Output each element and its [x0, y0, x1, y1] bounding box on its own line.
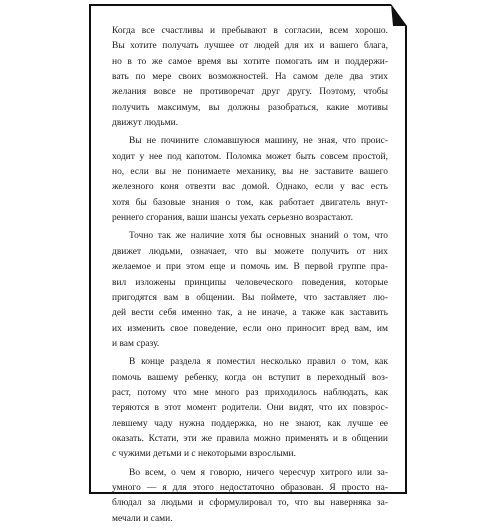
- folded-corner-icon: [391, 4, 407, 26]
- text-line: их изменить свое поведение, если оно приносит вред вам, им: [112, 323, 388, 334]
- text-line: умного — я для этого недостаточно образован. Я просто на-: [112, 482, 388, 493]
- document-page: [89, 4, 407, 524]
- text-line: Во всем, о чем я говорю, ничего чересчур хитрого или за-: [129, 467, 388, 478]
- text-line: левшему чаду нужна поддержка, но не знают, как лучше ее: [112, 418, 388, 429]
- text-line: раст, потому что мне много раз приходилось наблюдать, как: [112, 387, 388, 398]
- text-line: желаемое и при этом еще и помочь им. В первой группе пра-: [112, 262, 388, 273]
- text-line: Точно так же наличие хотя бы основных знаний о том, что: [129, 231, 388, 242]
- text-line: железного коня отвезти вас домой. Однако, если у вас есть: [112, 182, 388, 193]
- text-line: с чужими детьми и с некоторыми взрослыми.: [112, 449, 296, 460]
- text-line: пригодятся вам в общении. Вы поймете, что заставляет лю-: [112, 292, 388, 303]
- text-line: Когда все счастливы и пребывают в согласии, всем хорошо.: [112, 26, 388, 36]
- text-line: мечали и сами.: [112, 513, 173, 524]
- text-line: движет людьми, означает, что вы можете получить от них: [112, 246, 388, 257]
- text-line: но, если вы не понимаете механику, вы не заставите вашего: [112, 167, 388, 178]
- text-line: теряются в этот момент родители. Они видят, что их повзрос-: [112, 403, 388, 414]
- text-line: вил изложены принципы человеческого поведения, которые: [112, 277, 388, 288]
- paragraph: [112, 134, 388, 226]
- text-line: реннего сгорания, ваши шансы уехать серьезно возрастают.: [112, 213, 353, 224]
- text-line: В конце раздела я поместил несколько правил о том, как: [129, 357, 388, 368]
- text-line: получить максимум, вы должны разобраться, какие мотивы: [112, 102, 388, 113]
- text-line: вать по мере своих возможностей. На самом деле два этих: [112, 72, 388, 83]
- paragraph: [112, 355, 388, 462]
- paragraph: [112, 24, 388, 131]
- page-text: [112, 24, 388, 530]
- text-line: Вы хотите получать лучшее от людей для их и вашего блага,: [112, 41, 388, 52]
- text-line: дей вести себя именно так, а не иначе, а также как заставить: [112, 308, 388, 319]
- text-line: Вы не почините сломавшуюся машину, не зная, что проис-: [129, 136, 388, 147]
- text-line: оказать. Кстати, эти же правила можно применять и в общении: [112, 433, 388, 444]
- text-line: ходит у нее под капотом. Поломка может быть совсем простой,: [112, 151, 388, 162]
- paragraph: [112, 229, 388, 352]
- text-line: и вам сразу.: [112, 338, 160, 349]
- text-line: но в то же самое время вы хотите помогать им и поддержи-: [112, 56, 388, 67]
- paragraph: [112, 466, 388, 527]
- text-line: блюдал за людьми и сформулировал то, что вы наверняка за-: [112, 498, 388, 509]
- text-line: помочь вашему ребенку, когда он вступит в переходный воз-: [112, 372, 388, 383]
- text-line: движут людьми.: [112, 118, 179, 129]
- text-line: желания вовсе не противоречат друг другу. Поэтому, чтобы: [112, 87, 388, 98]
- text-line: хотя бы базовые знания о том, как работает двигатель внут-: [112, 197, 388, 208]
